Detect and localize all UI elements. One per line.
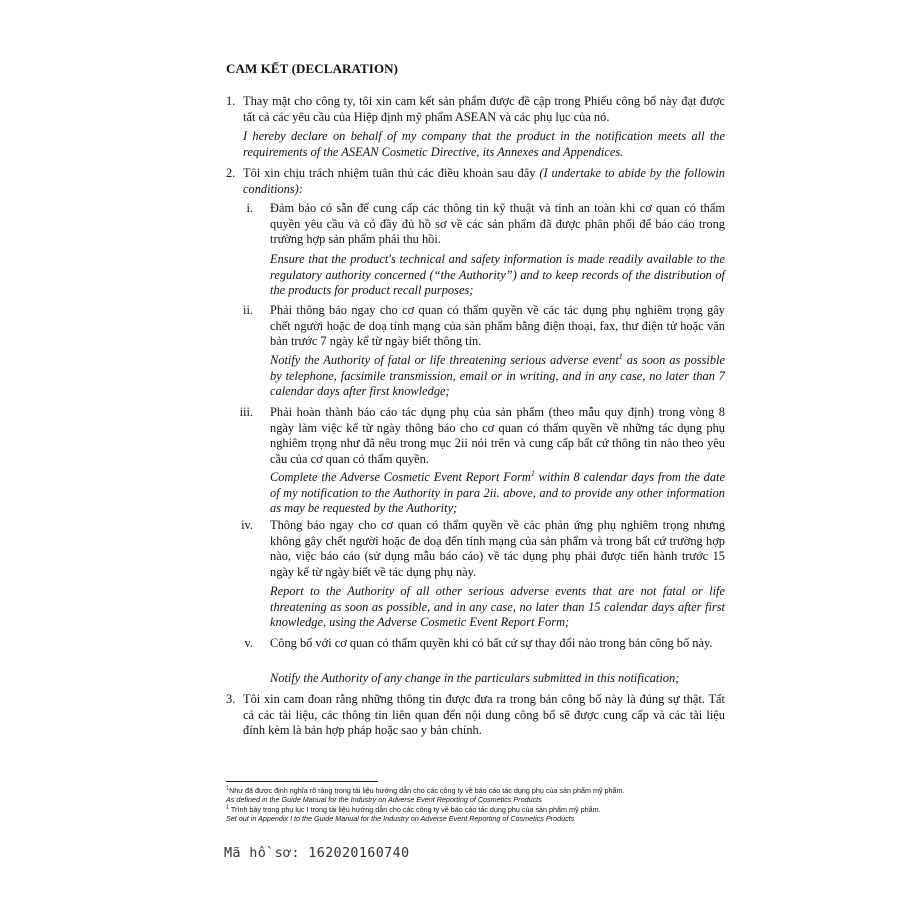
- sub-v-english: Notify the Authority of any change in the particulars submitted in this notification;: [270, 671, 680, 685]
- sub-item-number: iii.: [239, 405, 253, 419]
- sub-item-number: i.: [246, 201, 253, 215]
- item-1-vietnamese: Thay mặt cho công ty, tôi xin cam kết sản phẩm được đề cập trong Phiếu công bố này đạt được tất cả các yêu cầu của Hiệp định mỹ phẩm ASEAN và các phụ lục của nó.: [243, 94, 725, 124]
- footnote-marker: 1: [226, 804, 230, 811]
- footnote-1-vietnamese: $^1$Như đã được định nghĩa rõ ràng trong tài liệu hướng dẫn cho các công ty về báo cáo tác dụng phụ của sản phẩm mỹ phẩm.: [226, 785, 625, 795]
- sub-iii-english-a: Complete the Adverse Cosmetic Event Report Form: [270, 470, 531, 484]
- sub-iii-english: [270, 470, 725, 517]
- sub-item-number: v.: [244, 636, 253, 650]
- sub-ii-english-b: as soon as possible by telephone, facsimile transmission, email or in writing, and in any case, no later than 7 calendar days after first knowledge;: [270, 353, 725, 398]
- item-2-vietnamese: Tôi xin chịu trách nhiệm tuân thủ các điều khoản sau đây: [243, 166, 540, 180]
- sub-i-english: Ensure that the product's technical and safety information is made readily available to the regulatory authority concerned (“the Authority”) and to keep records of the distribution of the products for product recall purposes;: [270, 252, 725, 297]
- sub-i-vietnamese: Đảm bảo có sẵn để cung cấp các thông tin kỹ thuật và tính an toàn khi cơ quan có thẩm quyền yêu cầu và có đầy đủ hồ sơ về các sản phẩm đã được phân phối để báo cáo trong trường hợp sản phẩm phải thu hồi.: [270, 201, 725, 246]
- record-code: Mã hồ sơ: 162020160740: [224, 845, 410, 861]
- footnote-ref: 1: [618, 351, 623, 361]
- item-2-english: (I undertake to abide by the followin conditions):: [243, 166, 725, 196]
- footnote-divider: [226, 781, 378, 782]
- sub-item-number: ii.: [243, 303, 253, 317]
- item-number: 1.: [226, 94, 236, 108]
- item-1-english: I hereby declare on behalf of my company that the product in the notification meets all the requirements of the ASEAN Cosmetic Directive, its Annexes and Appendices.: [243, 129, 725, 159]
- page-title: CAM KẾT (DECLARATION): [226, 61, 399, 76]
- sub-v-vietnamese: Công bố với cơ quan có thẩm quyền khi có bất cứ sự thay đổi nào trong bản công bố này.: [270, 636, 713, 650]
- item-2-text: [243, 166, 725, 197]
- footnote-ref: 1: [530, 468, 535, 478]
- sub-iii-vietnamese: Phải hoàn thành báo cáo tác dụng phụ của sản phẩm (theo mẫu quy định) trong vòng 8 ngày làm việc kể từ ngày thông báo cho cơ quan có thẩm quyền về những tác dụng phụ nghiêm trọng như đã nêu trong mục 2ii nói trên và cung cấp bất cứ thông tin nào theo yêu cầu của cơ quan có thẩm quyền.: [270, 405, 725, 466]
- sub-ii-english-a: Notify the Authority of fatal or life threatening serious adverse event: [270, 353, 619, 367]
- item-3-vietnamese: Tôi xin cam đoan rằng những thông tin được đưa ra trong bản công bố này là đúng sự thật. Tất cả các tài liệu, các thông tin liên quan đến nội dung công bố sẽ được cung cấp và các tài liệu đính kèm là bản hợp pháp hoặc sao y bản chính.: [243, 692, 725, 737]
- footnote-2-english: Set out in Appendix I to the Guide Manual for the Industry on Adverse Event Reporting of Cosmetics Products: [226, 814, 575, 823]
- sub-iii-english-b: within 8 calendar days from the date of my notification to the Authority in para 2ii. above, and to provide any other information as may be requested by the Authority;: [270, 470, 725, 515]
- sub-iv-english: Report to the Authority of all other serious adverse events that are not fatal or life threatening as soon as possible, and in any case, no later than 15 calendar days after first knowledge, using the Adverse Cosmetic Event Report Form;: [270, 584, 725, 629]
- sub-ii-vietnamese: Phải thông báo ngay cho cơ quan có thẩm quyền về các tác dụng phụ nghiêm trọng gây chết người hoặc đe doạ tính mạng của sản phẩm bằng điện thoại, fax, thư điện tử hoặc văn bản trước 7 ngày kể từ ngày biết thông tin.: [270, 303, 725, 348]
- footnote-1-english: As defined in the Guide Manual for the Industry on Adverse Event Reporting of Cosmetics Products: [226, 795, 542, 804]
- sub-item-number: iv.: [241, 518, 253, 532]
- footnote-2-vietnamese: $^1$ Trình bày trong phụ lục I trong tài liệu hướng dẫn cho các công ty về báo cáo tác dụng phụ của sản phẩm mỹ phẩm.: [226, 804, 601, 814]
- footnote-marker: 1: [226, 785, 230, 792]
- sub-iv-vietnamese: Thông báo ngay cho cơ quan có thẩm quyền về các phản ứng phụ nghiêm trọng nhưng không gây chết người hoặc đe doạ đến tính mạng của sản phẩm và trong bất cứ trường hợp nào, việc báo cáo (sử dụng mẫu báo cáo) về tác dụng phụ phải được tiến hành trước 15 ngày kể từ ngày biết về tác dụng phụ này.: [270, 518, 725, 579]
- item-number: 3.: [226, 692, 236, 706]
- item-number: 2.: [226, 166, 236, 180]
- sub-ii-english: [270, 353, 725, 400]
